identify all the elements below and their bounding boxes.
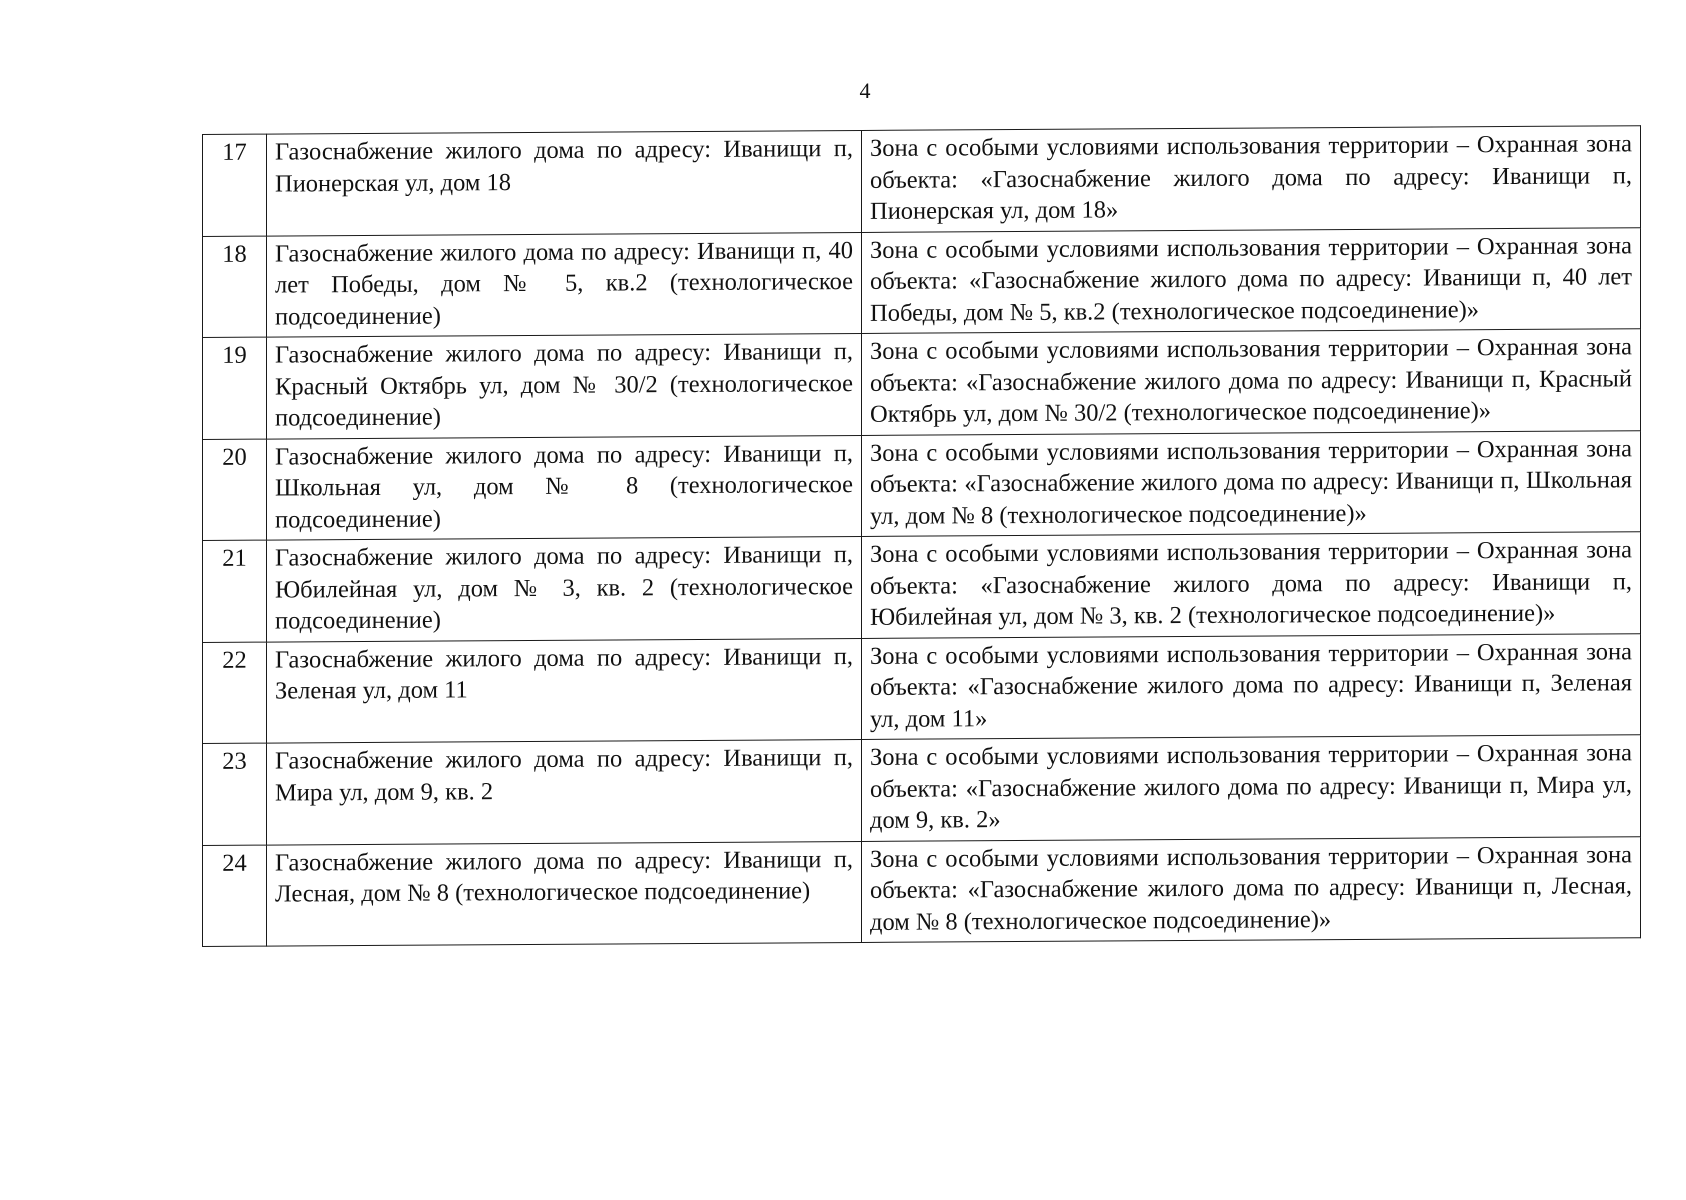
zone-description: Зона с особыми условиями использования территории – Охранная зона объекта: «Газоснабжение жилого дома по адресу: Иванищи п, Пионерская ул, дом 18» xyxy=(862,126,1641,232)
object-name: Газоснабжение жилого дома по адресу: Иванищи п, Зеленая ул, дом 11 xyxy=(267,638,862,743)
row-number: 22 xyxy=(203,642,267,744)
table-row xyxy=(203,329,1641,439)
object-name: Газоснабжение жилого дома по адресу: Иванищи п, Мира ул, дом 9, кв. 2 xyxy=(267,739,862,844)
row-number: 19 xyxy=(203,337,267,439)
object-name: Газоснабжение жилого дома по адресу: Иванищи п, Лесная, дом № 8 (технологическое подсоединение) xyxy=(267,841,862,946)
row-number: 23 xyxy=(203,743,267,845)
zone-description: Зона с особыми условиями использования территории – Охранная зона объекта: «Газоснабжение жилого дома по адресу: Иванищи п, Красный Октябрь ул, дом № 30/2 (технологическое подсоединение)» xyxy=(862,329,1641,435)
table-row xyxy=(203,735,1641,845)
row-number: 24 xyxy=(203,845,267,947)
zones-table xyxy=(202,125,1641,947)
object-name: Газоснабжение жилого дома по адресу: Иванищи п, Красный Октябрь ул, дом № 30/2 (технологическое подсоединение) xyxy=(267,333,862,438)
page-number: 4 xyxy=(859,78,871,103)
table-row xyxy=(203,532,1641,642)
zone-description: Зона с особыми условиями использования территории – Охранная зона объекта: «Газоснабжение жилого дома по адресу: Иванищи п, Мира ул, дом 9, кв. 2» xyxy=(862,735,1641,841)
row-number: 18 xyxy=(203,236,267,338)
zone-description: Зона с особыми условиями использования территории – Охранная зона объекта: «Газоснабжение жилого дома по адресу: Иванищи п, Школьная ул, дом № 8 (технологическое подсоединение)» xyxy=(862,430,1641,536)
table-row xyxy=(203,126,1641,236)
object-name: Газоснабжение жилого дома по адресу: Иванищи п, 40 лет Победы, дом № 5, кв.2 (технологическое подсоединение) xyxy=(267,232,862,337)
object-name: Газоснабжение жилого дома по адресу: Иванищи п, Юбилейная ул, дом № 3, кв. 2 (технологическое подсоединение) xyxy=(267,536,862,641)
zone-description: Зона с особыми условиями использования территории – Охранная зона объекта: «Газоснабжение жилого дома по адресу: Иванищи п, Юбилейная ул, дом № 3, кв. 2 (технологическое подсоединение)» xyxy=(862,532,1641,638)
table-row xyxy=(203,836,1641,946)
row-number: 17 xyxy=(203,134,267,236)
zone-description: Зона с особыми условиями использования территории – Охранная зона объекта: «Газоснабжение жилого дома по адресу: Иванищи п, Лесная, дом № 8 (технологическое подсоединение)» xyxy=(862,836,1641,942)
zone-description: Зона с особыми условиями использования территории – Охранная зона объекта: «Газоснабжение жилого дома по адресу: Иванищи п, Зеленая ул, дом 11» xyxy=(862,633,1641,739)
object-name: Газоснабжение жилого дома по адресу: Иванищи п, Школьная ул, дом № 8 (технологическое подсоединение) xyxy=(267,435,862,540)
table-row xyxy=(203,633,1641,743)
row-number: 20 xyxy=(203,439,267,541)
table-row xyxy=(203,227,1641,337)
row-number: 21 xyxy=(203,540,267,642)
object-name: Газоснабжение жилого дома по адресу: Иванищи п, Пионерская ул, дом 18 xyxy=(267,130,862,235)
table-row xyxy=(203,430,1641,540)
zone-description: Зона с особыми условиями использования территории – Охранная зона объекта: «Газоснабжение жилого дома по адресу: Иванищи п, 40 лет Победы, дом № 5, кв.2 (технологическое подсоединение)» xyxy=(862,227,1641,333)
